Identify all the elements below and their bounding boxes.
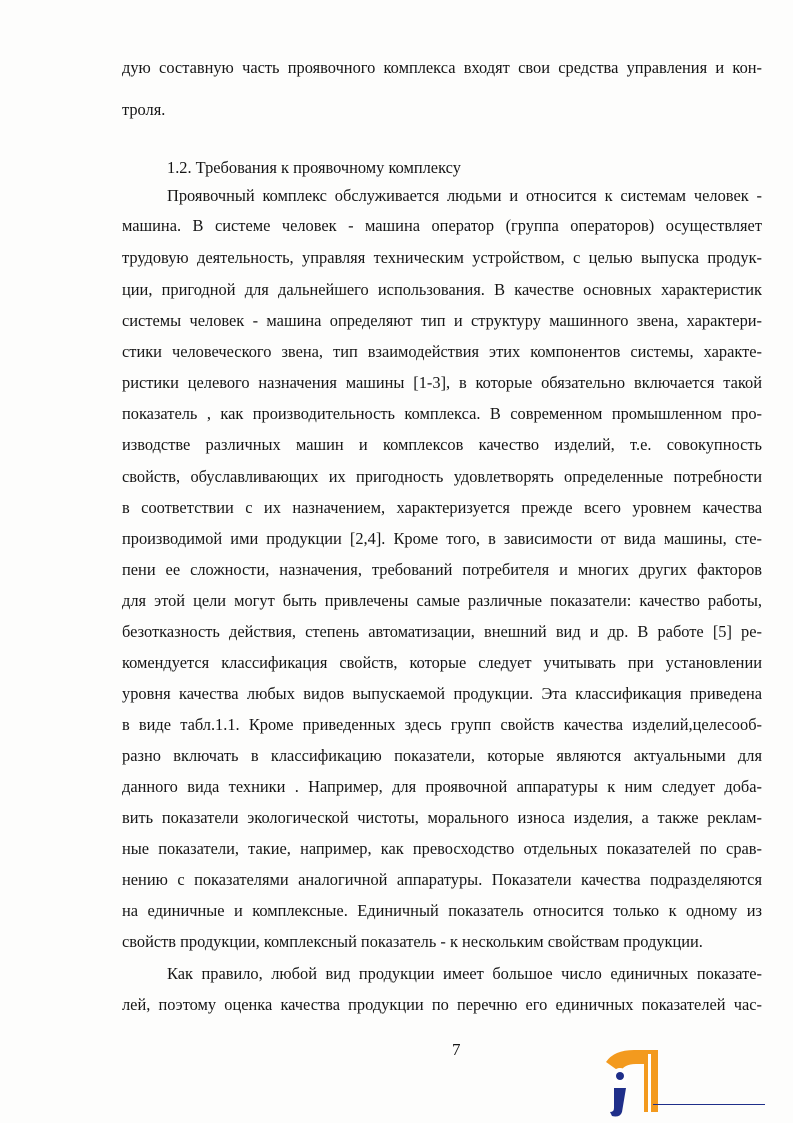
section-heading: 1.2. Требования к проявочному комплексу	[167, 158, 461, 177]
text-line: трудовую деятельность, управляя техническим устройством, с целью выпуска продук-	[122, 248, 762, 267]
paragraph-first-line: Как правило, любой вид продукции имеет большое число единичных показате-	[167, 964, 762, 983]
text-line: системы человек - машина определяют тип и структуру машинного звена, характери-	[122, 311, 762, 330]
text-line: лей, поэтому оценка качества продукции по перечню его единичных показателей час-	[122, 995, 762, 1014]
text-line: изводстве различных машин и комплексов качество изделий, т.е. совокупность	[122, 435, 762, 454]
text-line: в соответствии с их назначением, характеризуется прежде всего уровнем качества	[122, 498, 762, 517]
text-line: троля.	[122, 100, 166, 119]
text-line: в виде табл.1.1. Кроме приведенных здесь групп свойств качества изделий,целесооб-	[122, 715, 762, 734]
page-number: 7	[452, 1040, 461, 1059]
text-line: для этой цели могут быть привлечены самые различные показатели: качество работы,	[122, 591, 762, 610]
text-line: стики человеческого звена, тип взаимодействия этих компонентов системы, характе-	[122, 342, 762, 361]
watermark-logo-icon	[596, 1050, 666, 1118]
text-line: на единичные и комплексные. Единичный показатель относится только к одному из	[122, 901, 762, 920]
logo-underline	[653, 1104, 765, 1105]
paragraph-first-line: Проявочный комплекс обслуживается людьми и относится к системам человек -	[167, 186, 762, 205]
text-line: уровня качества любых видов выпускаемой продукции. Эта классификация приведена	[122, 684, 762, 703]
text-line: дую составную часть проявочного комплекса входят свои средства управления и кон-	[122, 58, 762, 77]
text-line: ции, пригодной для дальнейшего использования. В качестве основных характеристик	[122, 280, 762, 299]
text-line: нению с показателями аналогичной аппаратуры. Показатели качества подразделяются	[122, 870, 762, 889]
text-line: машина. В системе человек - машина оператор (группа операторов) осуществляет	[122, 216, 762, 235]
text-line: вить показатели экологической чистоты, морального износа изделия, а также реклам-	[122, 808, 762, 827]
text-line: свойств, обуславливающих их пригодность удовлетворять определенные потребности	[122, 467, 762, 486]
text-line: данного вида техники . Например, для проявочной аппаратуры к ним следует доба-	[122, 777, 762, 796]
text-line: показатель , как производительность комплекса. В современном промышленном про-	[122, 404, 762, 423]
text-line: комендуется классификация свойств, которые следует учитывать при установлении	[122, 653, 762, 672]
text-line: пени ее сложности, назначения, требований потребителя и многих других факторов	[122, 560, 762, 579]
text-line: безотказность действия, степень автоматизации, внешний вид и др. В работе [5] ре-	[122, 622, 762, 641]
text-line: ристики целевого назначения машины [1-3], в которые обязательно включается такой	[122, 373, 762, 392]
text-line: разно включать в классификацию показатели, которые являются актуальными для	[122, 746, 762, 765]
text-line: свойств продукции, комплексный показатель - к нескольким свойствам продукции.	[122, 932, 703, 951]
text-line: ные показатели, такие, например, как превосходство отдельных показателей по срав-	[122, 839, 762, 858]
text-line: производимой ими продукции [2,4]. Кроме того, в зависимости от вида машины, сте-	[122, 529, 762, 548]
